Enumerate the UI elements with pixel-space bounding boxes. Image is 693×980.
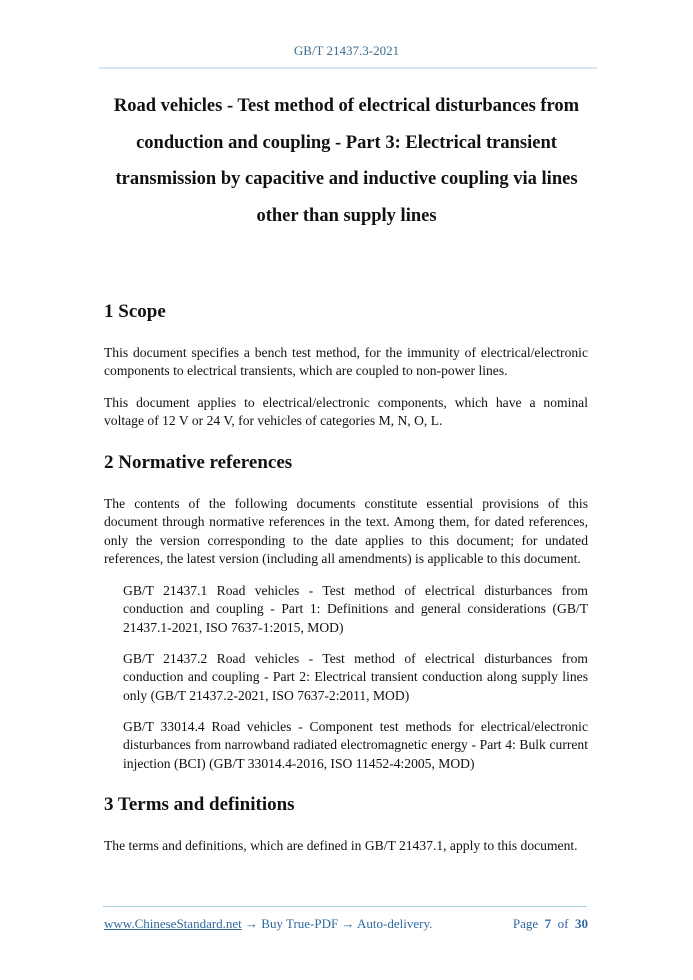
reference-item: GB/T 33014.4 Road vehicles - Component test methods for electrical/electronic disturbances from narrowband radiated electromagnetic energy - Part 4: Bulk current injection (BCI) (GB/T 33014.4-2016, ISO 11452-4:2005, MOD) bbox=[123, 719, 588, 771]
website-link[interactable]: www.ChineseStandard.net bbox=[104, 916, 242, 931]
footer-promo bbox=[104, 916, 432, 932]
page-label: Page bbox=[512, 916, 539, 931]
running-header: GB/T 21437.3-2021 bbox=[293, 43, 400, 58]
document-title: Road vehicles - Test method of electrical disturbances from conduction and coupling - Part 3: Electrical transient transmission by capacitive and inductive coupling via lines other than supply lines bbox=[113, 96, 580, 226]
paragraph: This document specifies a bench test method, for the immunity of electrical/electronic components to electrical transients, which are coupled to non-power lines. bbox=[104, 345, 588, 379]
footer-divider bbox=[103, 906, 587, 907]
section-heading-terms-definitions: 3 Terms and definitions bbox=[104, 794, 295, 815]
paragraph: The contents of the following documents constitute essential provisions of this document through normative references in the text. Among them, for dated references, only the version corresponding to the date applies to this document; for undated references, the latest version (including all amendments) is applicable to this document. bbox=[104, 496, 588, 566]
of-label: of bbox=[557, 916, 569, 931]
total-pages: 30 bbox=[575, 916, 588, 931]
header-divider bbox=[99, 67, 597, 69]
page-number bbox=[513, 916, 588, 932]
footer-promo-text: → Buy True-PDF → Auto-delivery. bbox=[241, 916, 433, 931]
paragraph: This document applies to electrical/electronic components, which have a nominal voltage of 12 V or 24 V, for vehicles of categories M, N, O, L. bbox=[104, 395, 588, 429]
reference-item: GB/T 21437.2 Road vehicles - Test method of electrical disturbances from conduction and coupling - Part 2: Electrical transient conduction along supply lines only (GB/T 21437.2-2021, ISO 7637-2:2011, MOD) bbox=[123, 651, 588, 703]
paragraph: The terms and definitions, which are defined in GB/T 21437.1, apply to this document. bbox=[104, 838, 578, 853]
section-heading-scope: 1 Scope bbox=[104, 301, 166, 322]
current-page: 7 bbox=[544, 916, 552, 931]
footer bbox=[104, 916, 588, 932]
section-heading-normative-references: 2 Normative references bbox=[104, 452, 293, 473]
reference-item: GB/T 21437.1 Road vehicles - Test method of electrical disturbances from conduction and coupling - Part 1: Definitions and general considerations (GB/T 21437.1-2021, ISO 7637-1:2015, MOD) bbox=[123, 583, 588, 635]
